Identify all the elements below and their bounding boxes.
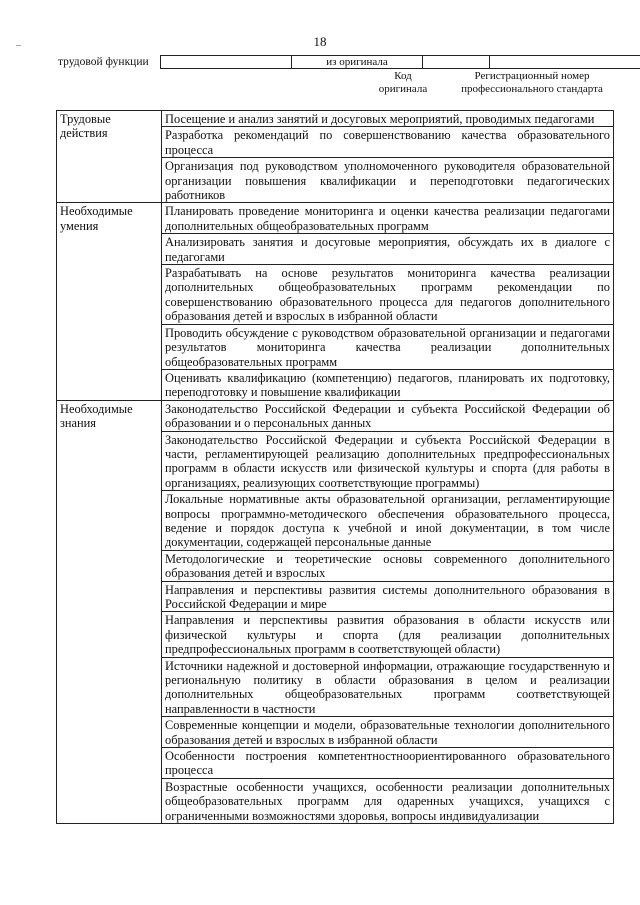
requirements-table bbox=[56, 110, 614, 824]
requirement-item: Направления и перспективы развития системы дополнительного образования в Российской Федерации и мире bbox=[162, 581, 614, 612]
code-label: Код оригинала bbox=[378, 70, 428, 95]
requirement-item: Методологические и теоретические основы современного дополнительного образования детей и взрослых bbox=[162, 550, 614, 581]
requirement-item: Планировать проведение мониторинга и оценки качества реализации педагогами дополнительных общеобразовательных программ bbox=[162, 203, 614, 234]
table-row bbox=[57, 400, 614, 431]
section-title: Трудовые действия bbox=[57, 111, 162, 203]
reg-number-label: Регистрационный номер профессионального стандарта bbox=[461, 70, 603, 95]
section-title: Необходимые умения bbox=[57, 203, 162, 400]
section-title: Необходимые знания bbox=[57, 400, 162, 823]
requirement-item: Законодательство Российской Федерации и субъекта Российской Федерации в части, регламентирующей реализацию дополнительных предпрофессиональных программ в области искусств или физической культуры и спорта (для работы в организациях, реализующих соответствующие программы) bbox=[162, 431, 614, 491]
requirement-item: Современные концепции и модели, образовательные технологии дополнительного образования детей и взрослых в избранной области bbox=[162, 717, 614, 748]
requirement-item: Источники надежной и достоверной информации, отражающие государственную и региональную политику в области образования в целом и реализации дополнительных общеобразовательных программ соответствующей направленности в частности bbox=[162, 657, 614, 717]
requirement-item: Разрабатывать на основе результатов мониторинга качества реализации дополнительных общеобразовательных программ рекомендации по совершенствованию образовательного процесса для педагогов дополнительного образования детей и взрослых в избранной области bbox=[162, 265, 614, 325]
origin-box: из оригинала bbox=[291, 55, 423, 69]
requirement-item: Посещение и анализ занятий и досуговых мероприятий, проводимых педагогами bbox=[162, 111, 614, 127]
requirement-item: Оценивать квалификацию (компетенцию) педагогов, планировать их подготовку, переподготовку и повышение квалификации bbox=[162, 369, 614, 400]
scan-mark: – bbox=[16, 40, 21, 51]
requirement-item: Особенности построения компетентностноориентированного образовательного процесса bbox=[162, 748, 614, 779]
requirement-item: Разработка рекомендаций по совершенствованию качества образовательного процесса bbox=[162, 127, 614, 158]
code-box bbox=[422, 55, 490, 69]
requirement-item: Локальные нормативные акты образовательной организации, регламентирующие вопросы программно-методического обеспечения образовательного процесса, ведение и порядок доступа к учебной и иной документации, в том числе документации, содержащей персональные данные bbox=[162, 491, 614, 551]
requirement-item: Законодательство Российской Федерации и субъекта Российской Федерации об образовании и о персональных данных bbox=[162, 400, 614, 431]
function-label: трудовой функции bbox=[58, 56, 149, 68]
requirement-item: Направления и перспективы развития образования в области искусств или физической культуры и спорта (для реализации дополнительных предпрофессиональных программ в соответствующей области) bbox=[162, 612, 614, 657]
header-box-empty bbox=[160, 55, 292, 69]
requirement-item: Возрастные особенности учащихся, особенности реализации дополнительных общеобразовательных программ для одаренных учащихся, учащихся с ограниченными возможностями здоровья, вопросы индивидуализации bbox=[162, 778, 614, 823]
table-row bbox=[57, 203, 614, 234]
reg-number-box bbox=[489, 55, 640, 69]
page-number: 18 bbox=[313, 34, 327, 49]
requirement-item: Организация под руководством уполномоченного руководителя образовательной организации повышения квалификации и переподготовки педагогических работников bbox=[162, 158, 614, 203]
table-row bbox=[57, 111, 614, 127]
requirement-item: Проводить обсуждение с руководством образовательной организации и педагогами результатов мониторинга качества реализации дополнительных общеобразовательных программ bbox=[162, 324, 614, 369]
requirement-item: Анализировать занятия и досуговые мероприятия, обсуждать их в диалоге с педагогами bbox=[162, 234, 614, 265]
